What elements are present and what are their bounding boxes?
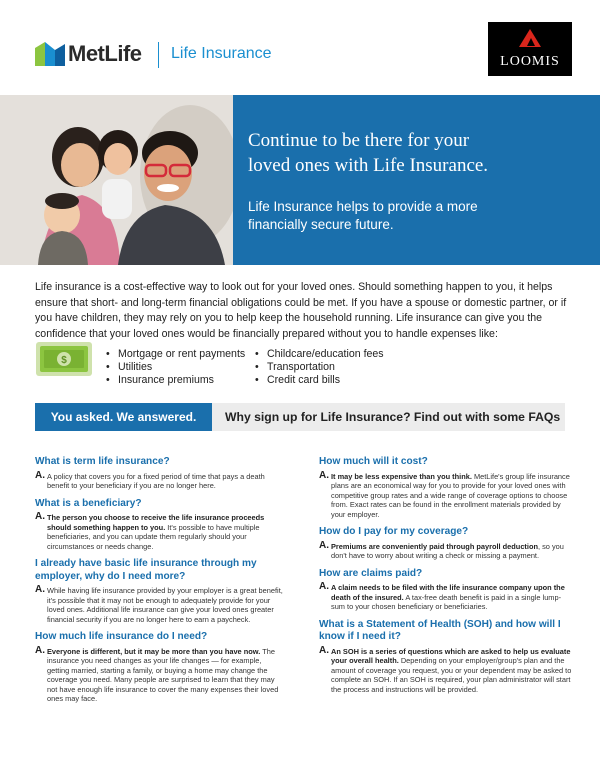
faq-item-claims [319, 568, 574, 612]
answer-marker: A. [319, 644, 329, 656]
faq-answer [319, 644, 574, 695]
faq-answer-text: While having life insurance provided by your employer is a great benefit, it's possible that it may not be enough to adequately provide for your loved ones. Additional life insurance can give your loved ones greater financial security if you are no longer here to earn a paycheck. [47, 586, 283, 624]
expense-list-b [255, 348, 384, 387]
list-item: • Insurance premiums [106, 374, 245, 387]
faq-question: I already have basic life insurance through my employer, why do I need more? [35, 558, 257, 582]
intro-paragraph: Life insurance is a cost-effective way to look out for your loved ones. Should something happen to you, it helps ensure that short- and long-term financial obligations could be met. If you have a spouse or domestic partner, or if you have children, they may rely on you to help keep the household running. Life insurance can give you the confidence that your loved ones would be financially prepared without you to handle expenses like: [35, 281, 567, 340]
list-item: • Credit card bills [255, 374, 384, 387]
faq-answer-text: Depending on your employer/group's plan and the amount of coverage you request, you or your dependent may be asked to complete an SOH. If an SOH is required, your plan administrator will start the process and instructions will be provided. [331, 656, 572, 694]
hero-headline-line-2: loved ones with Life Insurance. [248, 155, 489, 176]
faq-answer-text: It's possible to have multiple beneficiaries, and you can update them regularly should your circumstances or needs change. [47, 522, 260, 551]
partner-logo-mark-inner [527, 38, 535, 46]
answer-marker: A. [319, 539, 329, 551]
faq-question: How much life insurance do I need? [35, 631, 208, 642]
hero-headline [248, 128, 588, 178]
faq-column-right [319, 456, 574, 701]
faq-answer-text: MetLife's group life insurance plans are an economical way for you to provide for your loved ones with competitive group rates and a wide range of coverage options to choose from. Exact rates can be found in the enrollment materials provided by your employer. [331, 471, 570, 519]
faq-answer [319, 539, 574, 561]
faq-answer-lead: A claim needs to be filed with the life insurance company upon the death of the insured. [331, 583, 565, 602]
hero-headline-line-1: Continue to be there for your [248, 130, 470, 151]
faq-column-left [35, 456, 285, 711]
header-product: Life Insurance [171, 45, 272, 62]
partner-logo-text: LOOMIS [500, 54, 560, 69]
page-header [0, 0, 600, 95]
faq-answer-lead: An SOH is a series of questions which are asked to help us evaluate your overall health. [331, 646, 571, 665]
faq-question: How much will it cost? [319, 456, 428, 467]
faq-question: What is a beneficiary? [35, 497, 142, 509]
faq-question: What is term life insurance? [35, 456, 170, 467]
partner-logo [488, 22, 572, 76]
faq-question: What is a Statement of Health (SOH) and how will I know if I need it? [319, 618, 561, 642]
answer-marker: A. [35, 511, 45, 522]
faq-answer [35, 586, 285, 624]
faq-answer [319, 583, 574, 612]
metlife-logo-icon [35, 42, 65, 66]
brand-name: MetLife [68, 41, 142, 66]
faq-banner-tab: You asked. We answered. [35, 403, 212, 431]
answer-marker: A. [319, 581, 329, 592]
faq-question: How are claims paid? [319, 567, 423, 579]
faq-answer [35, 469, 285, 491]
faq-answer-text: A tax-free death benefit is paid in a single lump-sum to your chosen beneficiary or beneficiaries. [331, 592, 562, 611]
answer-marker: A. [35, 584, 45, 595]
faq-item-beneficiary [35, 498, 285, 552]
answer-marker: A. [35, 469, 45, 481]
list-item: • Utilities [106, 361, 245, 374]
answer-marker: A. [35, 644, 45, 656]
hero-subtext-line-2: financially secure future. [248, 217, 394, 232]
expense-list-a [106, 348, 245, 387]
faq-item-how-much [35, 631, 285, 704]
faq-answer-lead: The person you choose to receive the life insurance proceeds should something happen to you. [47, 513, 265, 532]
faq-item-need-more [35, 558, 285, 624]
answer-marker: A. [319, 469, 329, 481]
list-item: • Mortgage or rent payments [106, 348, 245, 361]
money-icon [36, 342, 92, 376]
list-item: • Transportation [255, 361, 384, 374]
faq-question: How do I pay for my coverage? [319, 526, 469, 537]
faq-item-soh [319, 619, 574, 695]
faq-answer-lead: Everyone is different, but it may be more than you have now. [47, 646, 261, 656]
faq-item-term-life [35, 456, 285, 491]
family-photo-illustration [0, 95, 233, 265]
faq-answer-text: , so you don't have to worry about writing a check or missing a payment. [331, 541, 564, 560]
faq-answer [319, 469, 574, 520]
faq-answer-text: The insurance you need changes as your life changes — for example, getting married, starting a family, or buying a home may change the coverage you need. Many people are surprised to learn that they may not have enough life insurance to cover the many expenses their loved ones may face. [47, 646, 279, 703]
hero-subtext [248, 198, 578, 234]
faq-answer [35, 513, 285, 551]
faq-answer-lead: Premiums are conveniently paid through payroll deduction [331, 541, 538, 551]
faq-banner-title: Why sign up for Life Insurance? Find out with some FAQs [212, 403, 565, 431]
hero-subtext-line-1: Life Insurance helps to provide a more [248, 199, 478, 214]
faq-answer-text: A policy that covers you for a fixed period of time that pays a death benefit to your beneficiary if you are no longer here. [47, 471, 265, 490]
hero-panel [233, 95, 600, 265]
svg-text:$: $ [61, 355, 67, 366]
header-divider [158, 42, 159, 68]
faq-answer [35, 644, 285, 704]
faq-item-payment [319, 526, 574, 561]
family-photo [0, 95, 233, 265]
faq-answer-lead: It may be less expensive than you think. [331, 471, 472, 481]
list-item: • Childcare/education fees [255, 348, 384, 361]
faq-item-cost [319, 456, 574, 519]
